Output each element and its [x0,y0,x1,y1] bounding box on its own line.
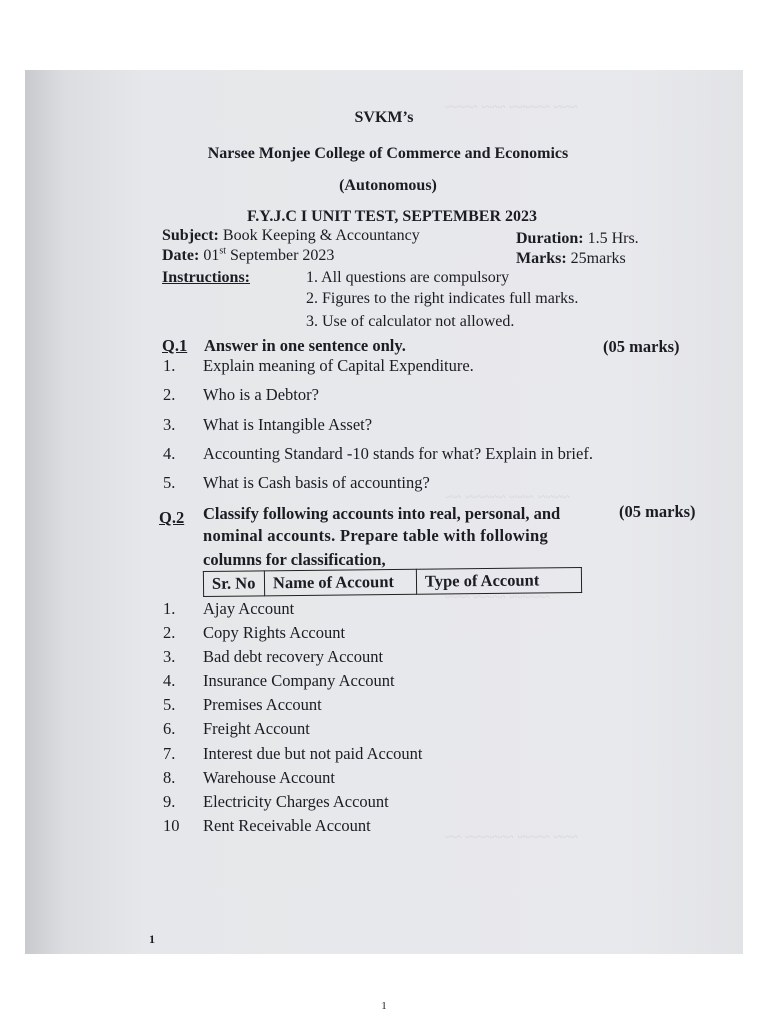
classification-table [203,567,582,597]
subject-value: Book Keeping & Accountancy [222,227,420,244]
item-number: 6. [163,719,176,739]
instruction-item: 2. Figures to the right indicates full marks. [306,290,579,307]
item-number: 1. [163,599,176,618]
bleed-through-decoration: ~~~ ~~~~~ ~~~ ~~~~ [445,100,578,116]
item-text: Electricity Charges Account [203,791,389,811]
exam-title: F.Y.J.C I UNIT TEST, SEPTEMBER 2023 [246,208,537,225]
item-text: Rent Receivable Account [203,815,371,835]
instruction-item: 1. All questions are compulsory [306,269,510,286]
item-number: 2. [163,385,176,405]
item-text: Accounting Standard -10 stands for what? Explain in brief. [203,443,593,463]
item-number: 8. [163,767,176,787]
instructions-label: Instructions: [162,269,251,286]
bleed-through-decoration: ~~~~ ~~~ ~~~~~ ~~ [445,490,570,506]
q2-title-line1: Classify following accounts into real, personal, and [203,504,561,523]
q1-number: Q.1 [162,336,188,355]
item-number: 9. [163,791,176,811]
q1-marks: (05 marks) [603,337,680,356]
item-text: Ajay Account [203,599,295,618]
item-text: Warehouse Account [203,767,335,787]
item-number: 4. [163,671,176,691]
item-text: Explain meaning of Capital Expenditure. [203,356,474,375]
duration-line [516,230,639,248]
item-text: What is Intangible Asset? [203,414,373,434]
date-sup: st [219,245,226,257]
item-text: What is Cash basis of accounting? [203,473,430,493]
scanned-page-photo [25,70,743,954]
item-text: Who is a Debtor? [203,385,319,405]
item-number: 5. [163,473,176,493]
photo-page-number: 1 [149,932,155,946]
table-header-cell: Type of Account [416,568,581,595]
instruction-item: 3. Use of calculator not allowed. [306,313,515,330]
item-text: Premises Account [203,695,322,715]
marks-line [516,250,626,268]
q2-title-line2: nominal accounts. Prepare table with following [203,526,549,545]
date-suffix: September 2023 [225,247,335,264]
subject-line [162,227,420,245]
q2-number: Q.2 [159,508,185,527]
item-number: 5. [163,695,176,715]
bleed-through-decoration: ~~~~~ ~~~~ ~~~ [445,590,550,606]
table-header-cell: Sr. No [203,571,264,597]
item-text: Interest due but not paid Account [203,743,423,763]
item-text: Freight Account [203,719,310,739]
bleed-through-decoration: ~~~ ~~~~ ~~~~~~ ~~ [445,830,578,846]
marks-label: Marks: [516,250,567,267]
item-text: Insurance Company Account [203,671,395,691]
duration-label: Duration: [516,230,584,247]
subject-label: Subject: [162,227,219,244]
item-number: 1. [163,356,176,375]
item-text: Copy Rights Account [203,623,346,643]
item-number: 7. [163,743,176,763]
item-number: 10 [163,815,180,835]
date-prefix: 01 [203,247,220,264]
q1-title: Answer in one sentence only. [204,336,406,355]
item-number: 3. [163,414,176,434]
duration-value: 1.5 Hrs. [587,230,639,247]
item-number: 2. [163,623,176,643]
marks-value: 25marks [570,250,626,267]
item-number: 3. [163,647,176,667]
item-number: 4. [163,443,176,463]
org-name: SVKM’s [354,109,414,126]
table-header-row [203,568,581,597]
page-number: 1 [381,1000,387,1012]
q2-marks: (05 marks) [619,502,696,521]
date-line [162,247,334,265]
college-name: Narsee Monjee College of Commerce and Economics [207,145,569,162]
q2-title-line3: columns for classification, [203,550,386,569]
table-header-cell: Name of Account [264,569,416,596]
date-label: Date: [162,247,200,264]
item-text: Bad debt recovery Account [203,647,384,667]
autonomous-status: (Autonomous) [339,177,437,194]
